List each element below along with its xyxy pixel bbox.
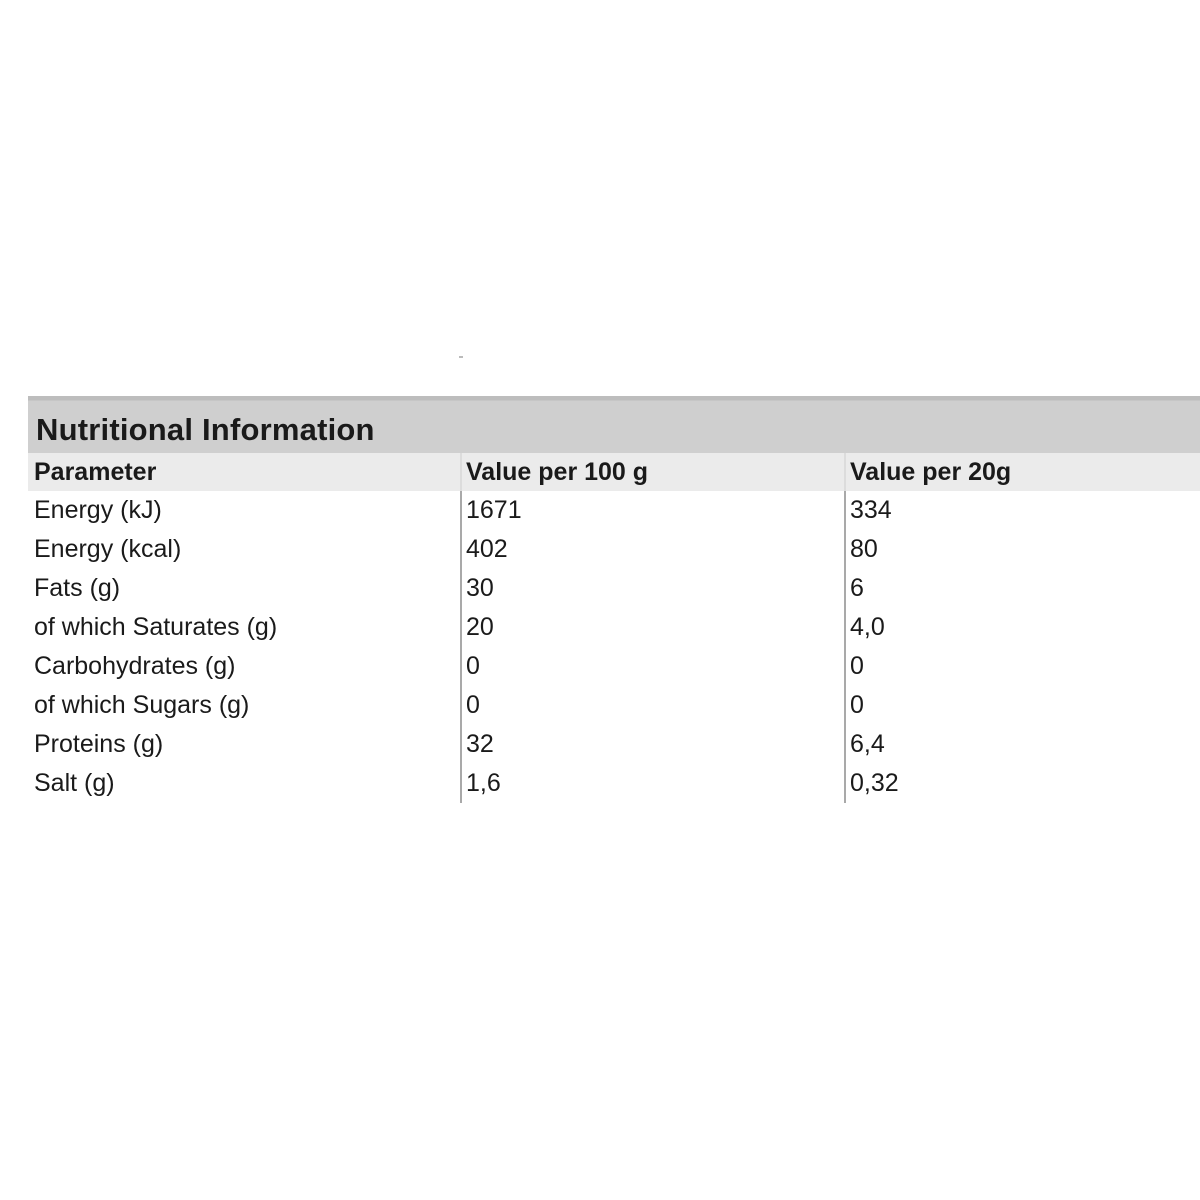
row-value-100g: 402 — [460, 530, 844, 569]
stray-mark — [459, 356, 463, 358]
row-value-100g: 0 — [460, 647, 844, 686]
row-value-100g: 0 — [460, 686, 844, 725]
table-row — [28, 686, 1200, 725]
table-row — [28, 725, 1200, 764]
table-header-row — [28, 453, 1200, 491]
table-row — [28, 647, 1200, 686]
table-row — [28, 608, 1200, 647]
row-value-20g: 0 — [844, 686, 1200, 725]
row-value-100g: 20 — [460, 608, 844, 647]
table-row — [28, 764, 1200, 803]
nutrition-table — [28, 453, 1200, 803]
row-parameter: Carbohydrates (g) — [34, 652, 236, 680]
row-value-100g: 1,6 — [460, 764, 844, 803]
title-bar — [28, 396, 1200, 453]
row-value-20g: 0,32 — [844, 764, 1200, 803]
row-parameter: Energy (kJ) — [34, 496, 162, 524]
row-parameter: Fats (g) — [34, 574, 121, 602]
row-parameter: of which Sugars (g) — [34, 691, 250, 719]
row-value-20g: 4,0 — [844, 608, 1200, 647]
header-value-per-20g: Value per 20g — [844, 453, 1200, 491]
row-value-20g: 334 — [844, 491, 1200, 530]
row-value-100g: 1671 — [460, 491, 844, 530]
header-parameter: Parameter — [34, 457, 157, 486]
table-row — [28, 569, 1200, 608]
row-value-20g: 0 — [844, 647, 1200, 686]
nutrition-panel — [28, 396, 1200, 803]
table-row — [28, 530, 1200, 569]
row-value-20g: 6,4 — [844, 725, 1200, 764]
table-row — [28, 491, 1200, 530]
row-value-100g: 32 — [460, 725, 844, 764]
row-parameter: Proteins (g) — [34, 730, 164, 758]
panel-title: Nutritional Information — [36, 412, 375, 447]
header-value-per-100g: Value per 100 g — [460, 453, 844, 491]
row-value-100g: 30 — [460, 569, 844, 608]
row-parameter: Energy (kcal) — [34, 535, 182, 563]
row-value-20g: 6 — [844, 569, 1200, 608]
row-value-20g: 80 — [844, 530, 1200, 569]
row-parameter: of which Saturates (g) — [34, 613, 278, 641]
row-parameter: Salt (g) — [34, 769, 115, 797]
